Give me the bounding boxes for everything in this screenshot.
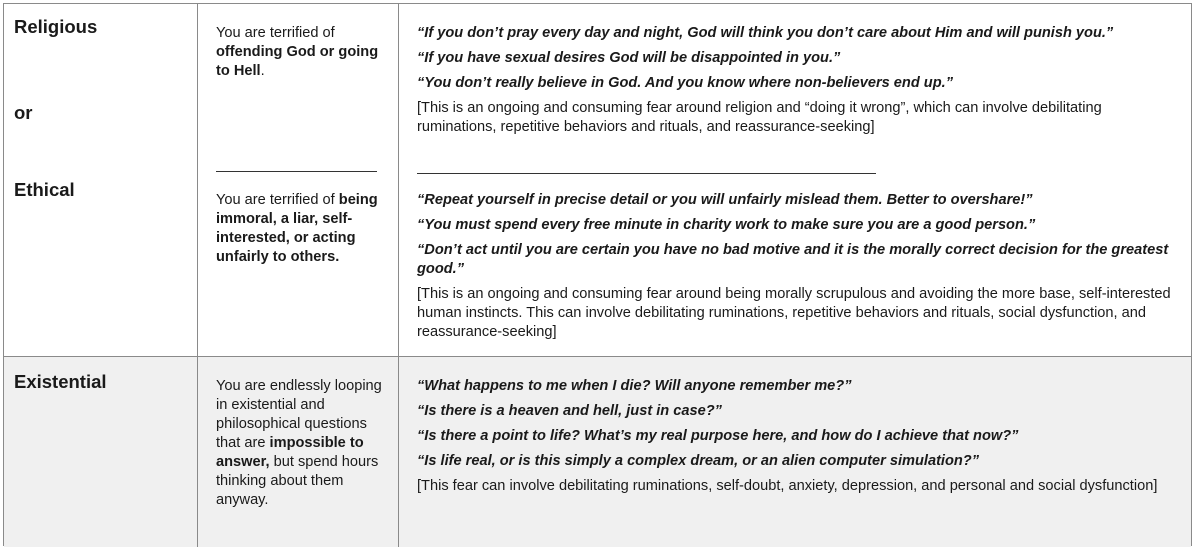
category-ethical: Ethical	[14, 179, 75, 200]
religious-desc-bold: offending God or going to Hell	[216, 44, 379, 79]
ethical-note: [This is an ongoing and consuming fear around being morally scrupulous and avoiding the more base, self-interested human instincts. This can involve debilitating ruminations, repetitive behaviors and rituals, social dysfunction, and reassurance-seeking]	[417, 286, 1171, 340]
existential-quote: “What happens to me when I die? Will anyone remember me?”	[417, 378, 852, 394]
religious-quote: “If you don’t pray every day and night, God will think you don’t care about Him and will punish you.”	[417, 25, 1114, 41]
religious-note: [This is an ongoing and consuming fear around religion and “doing it wrong”, which can involve debilitating ruminations, repetitive behaviors and rituals, and reassurance-seeking]	[417, 100, 1102, 135]
religious-quote: “If you have sexual desires God will be disappointed in you.”	[417, 50, 841, 66]
category-or: or	[14, 102, 33, 123]
category-religious: Religious	[14, 16, 98, 37]
row-religious-ethical	[4, 4, 1191, 356]
column-divider	[398, 4, 399, 356]
column-divider	[398, 357, 399, 547]
existential-desc-bold: impossible to answer,	[216, 435, 364, 470]
category-existential: Existential	[14, 371, 107, 392]
ethical-desc-bold: being immoral, a liar, self-interested, or acting unfairly to others.	[216, 192, 378, 265]
existential-desc-text: You are endlessly looping in existential and philosophical questions that are	[216, 378, 382, 451]
existential-examples	[417, 377, 1177, 496]
religious-description	[216, 24, 388, 81]
row-existential	[4, 356, 1191, 547]
section-separator	[417, 173, 876, 174]
religious-desc-end: .	[260, 63, 265, 79]
column-divider	[197, 4, 198, 356]
religious-examples	[417, 24, 1177, 137]
existential-quote: “Is life real, or is this simply a complex dream, or an alien computer simulation?”	[417, 453, 980, 469]
religious-quote: “You don’t really believe in God. And you know where non-believers end up.”	[417, 75, 953, 91]
ethical-desc-text: You are terrified of	[216, 192, 339, 208]
obsession-table	[3, 3, 1192, 546]
existential-desc-end: but spend hours thinking about them anyway.	[216, 454, 379, 508]
ethical-description	[216, 191, 388, 267]
religious-desc-text: You are terrified of	[216, 25, 335, 41]
column-divider	[197, 357, 198, 547]
existential-quote: “Is there is a heaven and hell, just in case?”	[417, 403, 722, 419]
ethical-examples	[417, 191, 1177, 342]
existential-description	[216, 377, 388, 510]
ethical-quote: “You must spend every free minute in charity work to make sure you are a good person.”	[417, 217, 1036, 233]
ethical-quote: “Don’t act until you are certain you have no bad motive and it is the morally correct decision for the greatest good.”	[417, 242, 1169, 277]
existential-note: [This fear can involve debilitating ruminations, self-doubt, anxiety, depression, and personal and social dysfunction]	[417, 478, 1158, 494]
section-separator	[216, 171, 377, 172]
ethical-quote: “Repeat yourself in precise detail or you will unfairly mislead them. Better to overshare!”	[417, 192, 1033, 208]
existential-quote: “Is there a point to life? What’s my real purpose here, and how do I achieve that now?”	[417, 428, 1019, 444]
